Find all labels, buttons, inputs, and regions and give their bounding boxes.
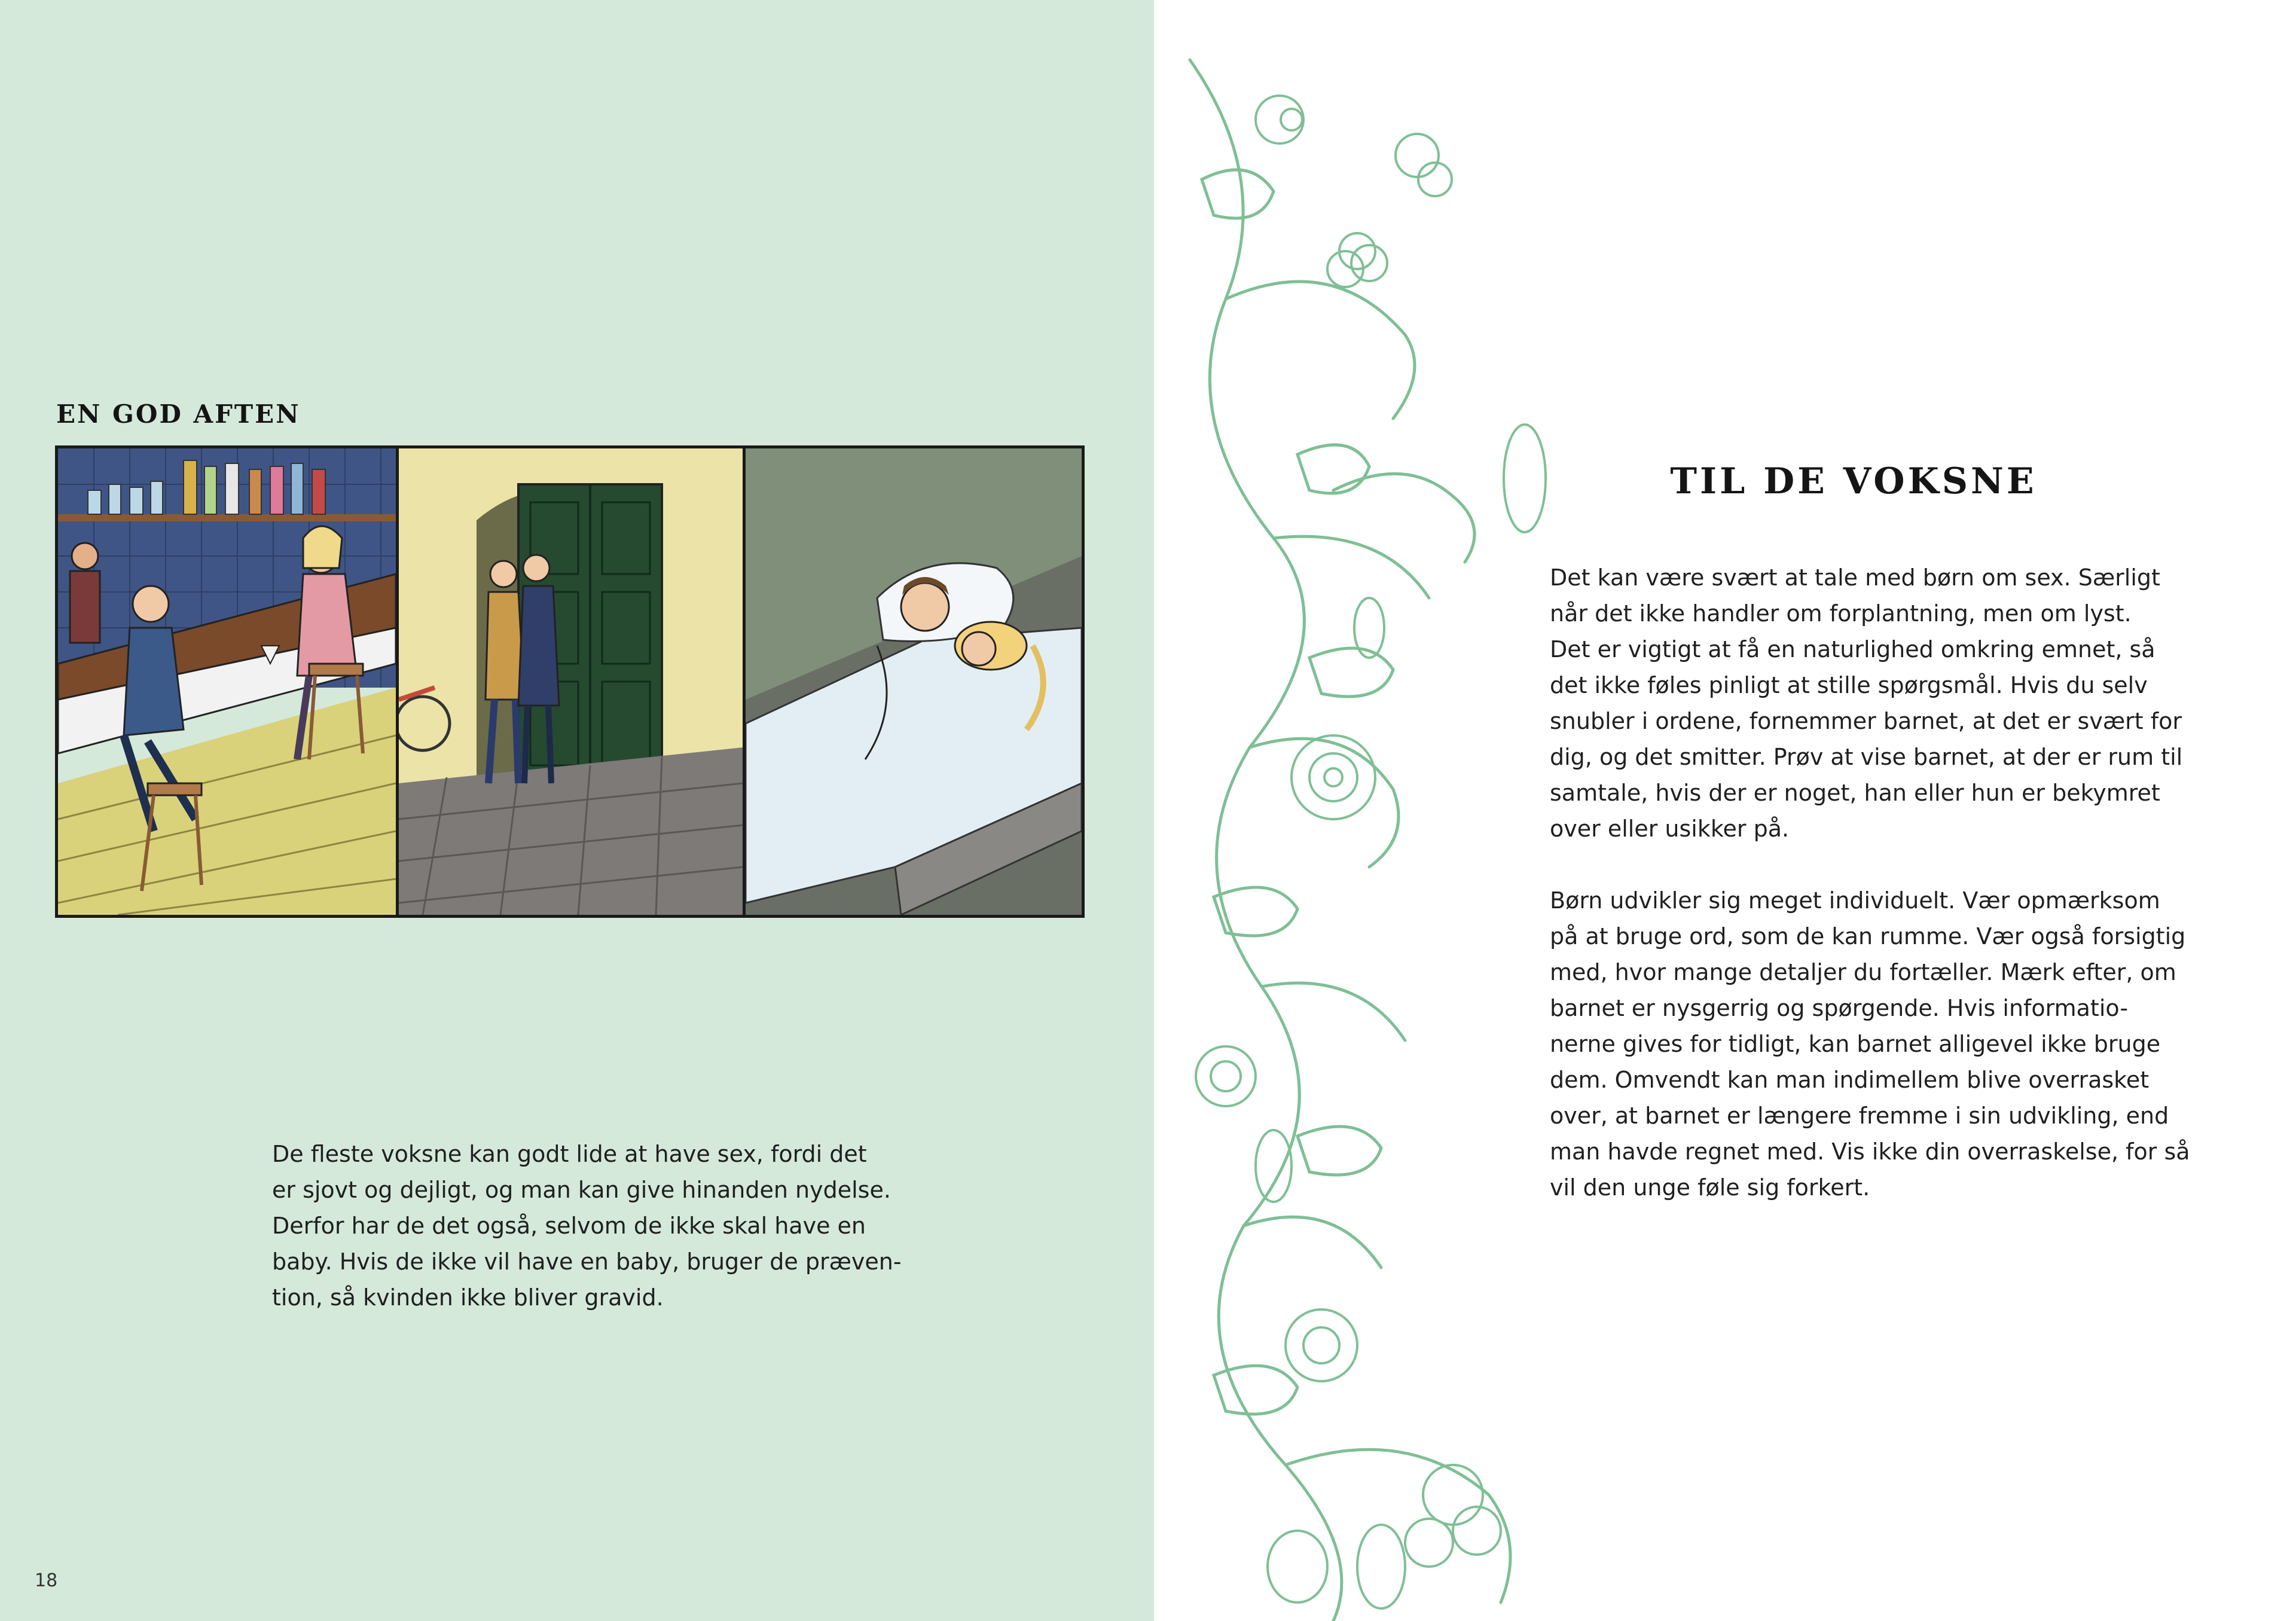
doorway-scene-illustration <box>399 448 743 915</box>
comic-strip <box>55 445 1085 918</box>
text-line: på at bruge ord, som de kan rumme. Vær også forsigtig <box>1550 923 2186 950</box>
text-line: vil den unge føle sig forkert. <box>1550 1174 1870 1201</box>
text-line: det ikke føles pinligt at stille spørgsmål. Hvis du selv <box>1550 672 2148 698</box>
text-line: Børn udvikler sig meget individuelt. Vær opmærksom <box>1550 887 2160 914</box>
text-line: over eller usikker på. <box>1550 816 1790 842</box>
bar-scene-illustration <box>58 448 396 915</box>
comic-panel-bar <box>58 448 399 915</box>
text-line: Det er vigtigt at få en naturlighed omkring emnet, så <box>1550 636 2155 663</box>
text-line: nerne gives for tidligt, kan barnet alligevel ikke bruge <box>1550 1031 2161 1057</box>
text-line: samtale, hvis der er noget, han eller hun er bekymret <box>1550 780 2160 806</box>
text-line: tion, så kvinden ikke bliver gravid. <box>272 1284 664 1311</box>
text-line: baby. Hvis de ikke vil have en baby, bruger de præven- <box>272 1248 902 1275</box>
comic-panel-bed <box>746 448 1082 915</box>
text-line: når det ikke handler om forplantning, men om lyst. <box>1550 600 2132 627</box>
page-title: TIL DE VOKSNE <box>1670 460 2037 502</box>
botanical-border-illustration <box>1154 0 1584 1621</box>
comic-panel-doorway <box>399 448 746 915</box>
text-line: Derfor har de det også, selvom de ikke skal have en <box>272 1213 866 1239</box>
text-line: med, hvor mange detaljer du fortæller. Mærk efter, om <box>1550 959 2176 985</box>
right-paragraph-2 <box>1550 883 2196 1205</box>
text-line: man havde regnet med. Vis ikke din overraskelse, for så <box>1550 1138 2190 1165</box>
comic-heading: EN GOD AFTEN <box>56 399 301 429</box>
text-line: barnet er nysgerrig og spørgende. Hvis informatio- <box>1550 995 2129 1021</box>
text-line: dig, og det smitter. Prøv at vise barnet, at der er rum til <box>1550 744 2183 770</box>
text-line: dem. Omvendt kan man indimellem blive overrasket <box>1550 1067 2150 1093</box>
bed-scene-illustration <box>746 448 1082 915</box>
left-paragraph <box>272 1136 930 1315</box>
text-line: snubler i ordene, fornemmer barnet, at det er svært for <box>1550 708 2182 734</box>
page-number: 18 <box>35 1570 58 1591</box>
text-line: De fleste voksne kan godt lide at have sex, fordi det <box>272 1141 867 1167</box>
right-paragraph-1 <box>1550 560 2196 847</box>
text-line: over, at barnet er længere fremme i sin udvikling, end <box>1550 1103 2169 1129</box>
text-line: er sjovt og dejligt, og man kan give hinanden nydelse. <box>272 1177 891 1203</box>
text-line: Det kan være svært at tale med børn om sex. Særligt <box>1550 564 2160 591</box>
